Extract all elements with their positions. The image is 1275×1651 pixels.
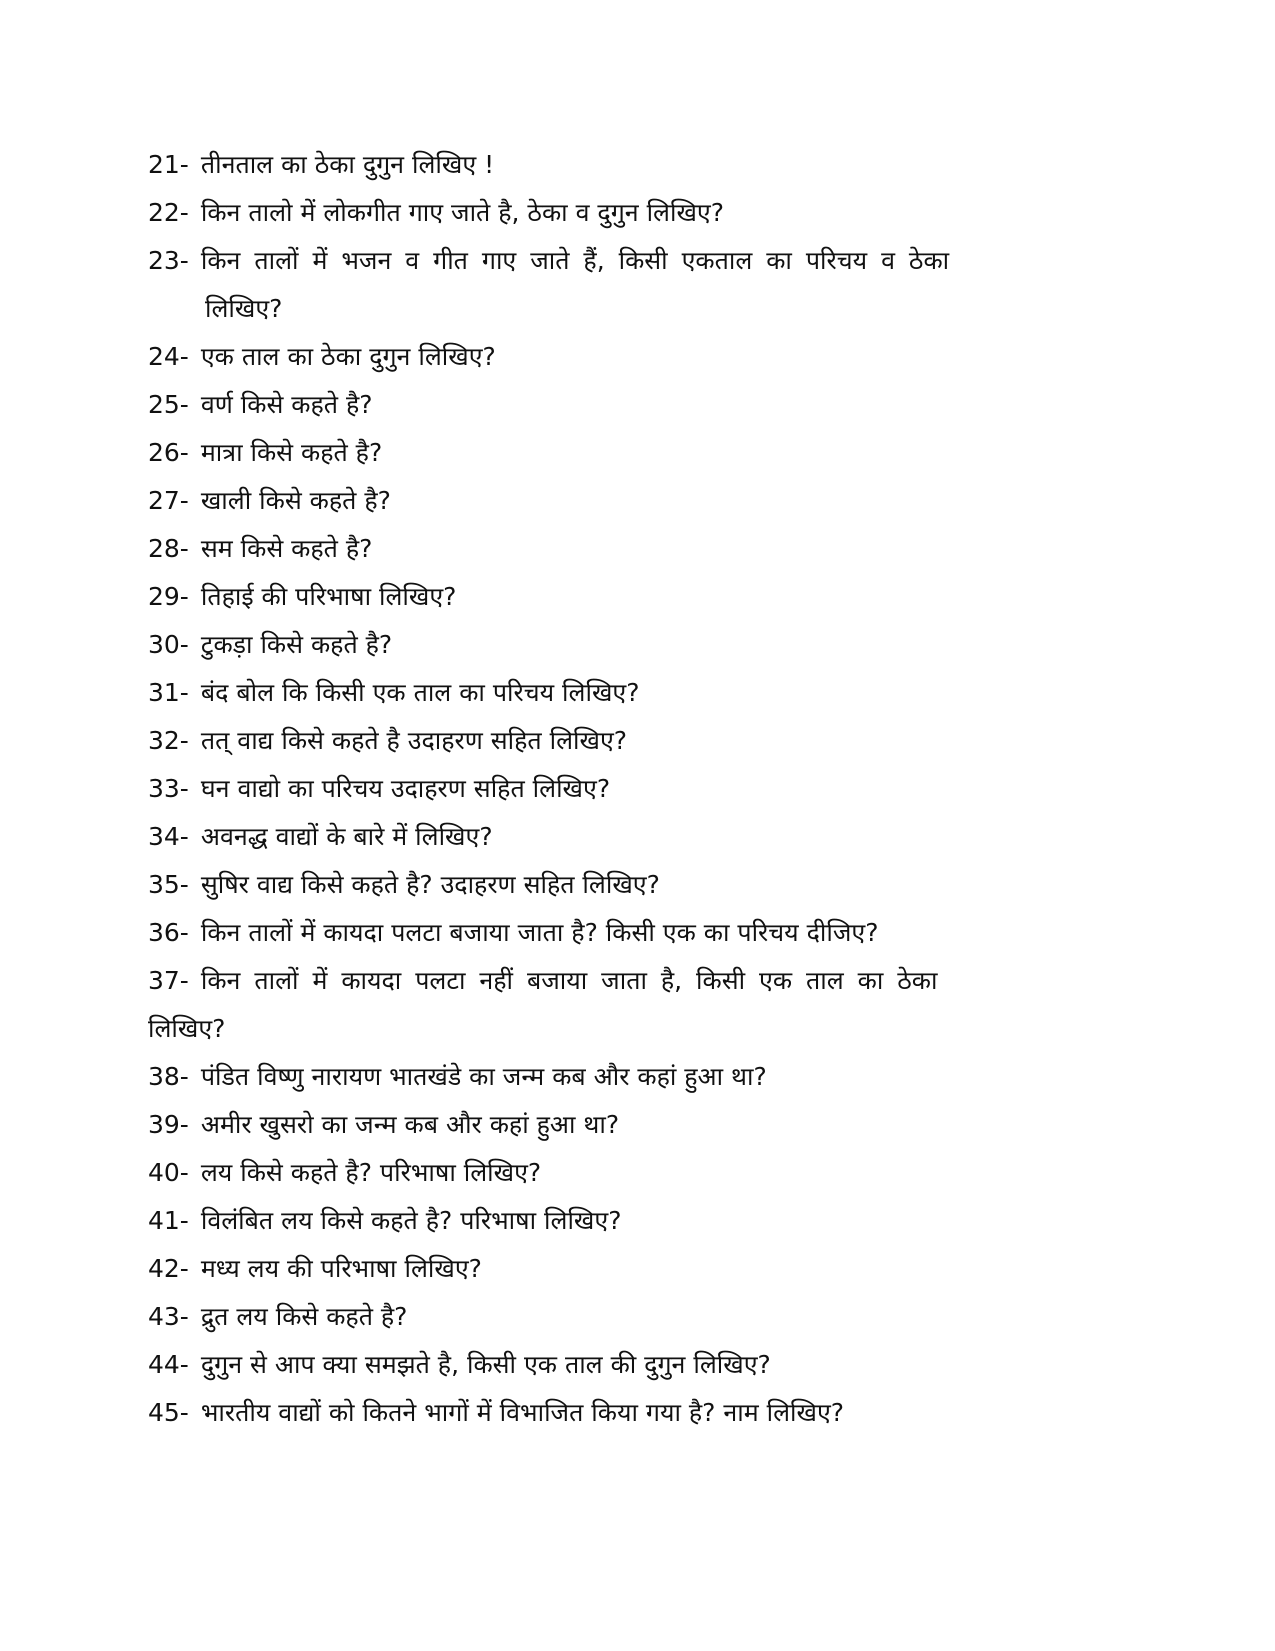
question-number: 34- <box>148 822 189 851</box>
question-text: मात्रा किसे कहते है? <box>200 438 383 467</box>
question-number: 27- <box>148 486 189 515</box>
question-number: 32- <box>148 726 189 755</box>
question-number: 40- <box>148 1158 189 1187</box>
question-number: 39- <box>148 1110 189 1139</box>
question-26 <box>148 438 1128 468</box>
question-text: किन तालों में कायदा पलटा बजाया जाता है? किसी एक का परिचय दीजिए? <box>200 918 879 947</box>
question-37 <box>148 966 1128 1044</box>
question-number: 43- <box>148 1302 189 1331</box>
question-25 <box>148 390 1128 420</box>
question-text: सुषिर वाद्य किसे कहते है? उदाहरण सहित लिखिए? <box>200 870 660 899</box>
question-text: विलंबित लय किसे कहते है? परिभाषा लिखिए? <box>200 1206 622 1235</box>
question-44 <box>148 1350 1128 1380</box>
question-number: 31- <box>148 678 189 707</box>
question-number: 33- <box>148 774 189 803</box>
question-text: बंद बोल कि किसी एक ताल का परिचय लिखिए? <box>200 678 640 707</box>
question-43 <box>148 1302 1128 1332</box>
question-41 <box>148 1206 1128 1236</box>
question-29 <box>148 582 1128 612</box>
question-28 <box>148 534 1128 564</box>
question-32 <box>148 726 1128 756</box>
question-text: वर्ण किसे कहते है? <box>200 390 373 419</box>
question-text: किन तालो में लोकगीत गाए जाते है, ठेका व दुगुन लिखिए? <box>200 198 725 227</box>
question-number: 28- <box>148 534 189 563</box>
question-number: 41- <box>148 1206 189 1235</box>
question-number: 37- <box>148 966 189 995</box>
question-number: 42- <box>148 1254 189 1283</box>
question-30 <box>148 630 1128 660</box>
question-24 <box>148 342 1128 372</box>
question-first-line <box>148 246 1128 276</box>
question-number: 23- <box>148 246 189 275</box>
question-number: 36- <box>148 918 189 947</box>
question-number: 38- <box>148 1062 189 1091</box>
question-35 <box>148 870 1128 900</box>
question-21 <box>148 150 1128 180</box>
question-45 <box>148 1398 1128 1428</box>
question-text: किन तालों में कायदा पलटा नहीं बजाया जाता है, किसी एक ताल का ठेका <box>200 966 938 995</box>
question-continuation: लिखिए? <box>205 294 283 323</box>
question-number: 24- <box>148 342 189 371</box>
question-first-line <box>148 966 1128 996</box>
question-text: तत् वाद्य किसे कहते है उदाहरण सहित लिखिए? <box>200 726 628 755</box>
question-text: तिहाई की परिभाषा लिखिए? <box>200 582 457 611</box>
question-text: द्रुत लय किसे कहते है? <box>200 1302 408 1331</box>
question-text: किन तालों में भजन व गीत गाए जाते हैं, किसी एकताल का परिचय व ठेका <box>200 246 950 275</box>
question-number: 26- <box>148 438 189 467</box>
question-text: अमीर खुसरो का जन्म कब और कहां हुआ था? <box>200 1110 620 1139</box>
question-34 <box>148 822 1128 852</box>
question-text: तीनताल का ठेका दुगुन लिखिए ! <box>200 150 495 179</box>
question-text: घन वाद्यो का परिचय उदाहरण सहित लिखिए? <box>200 774 611 803</box>
question-text: अवनद्ध वाद्यों के बारे में लिखिए? <box>200 822 493 851</box>
question-text: पंडित विष्णु नारायण भातखंडे का जन्म कब और कहां हुआ था? <box>200 1062 767 1091</box>
question-33 <box>148 774 1128 804</box>
question-31 <box>148 678 1128 708</box>
question-23 <box>148 246 1128 324</box>
question-text: टुकड़ा किसे कहते है? <box>200 630 393 659</box>
question-38 <box>148 1062 1128 1092</box>
question-text: दुगुन से आप क्या समझते है, किसी एक ताल की दुगुन लिखिए? <box>200 1350 771 1379</box>
question-number: 22- <box>148 198 189 227</box>
question-text: खाली किसे कहते है? <box>200 486 391 515</box>
question-42 <box>148 1254 1128 1284</box>
question-36 <box>148 918 1128 948</box>
question-number: 25- <box>148 390 189 419</box>
question-number: 30- <box>148 630 189 659</box>
question-number: 35- <box>148 870 189 899</box>
question-number: 45- <box>148 1398 189 1427</box>
question-27 <box>148 486 1128 516</box>
question-40 <box>148 1158 1128 1188</box>
question-text: सम किसे कहते है? <box>200 534 373 563</box>
question-text: मध्य लय की परिभाषा लिखिए? <box>200 1254 482 1283</box>
question-number: 29- <box>148 582 189 611</box>
question-list <box>148 150 1128 1446</box>
question-number: 44- <box>148 1350 189 1379</box>
question-39 <box>148 1110 1128 1140</box>
question-text: भारतीय वाद्यों को कितने भागों में विभाजित किया गया है? नाम लिखिए? <box>200 1398 845 1427</box>
question-text: लय किसे कहते है? परिभाषा लिखिए? <box>200 1158 542 1187</box>
question-text: एक ताल का ठेका दुगुन लिखिए? <box>200 342 496 371</box>
question-22 <box>148 198 1128 228</box>
question-continuation: लिखिए? <box>148 1014 226 1043</box>
question-number: 21- <box>148 150 189 179</box>
